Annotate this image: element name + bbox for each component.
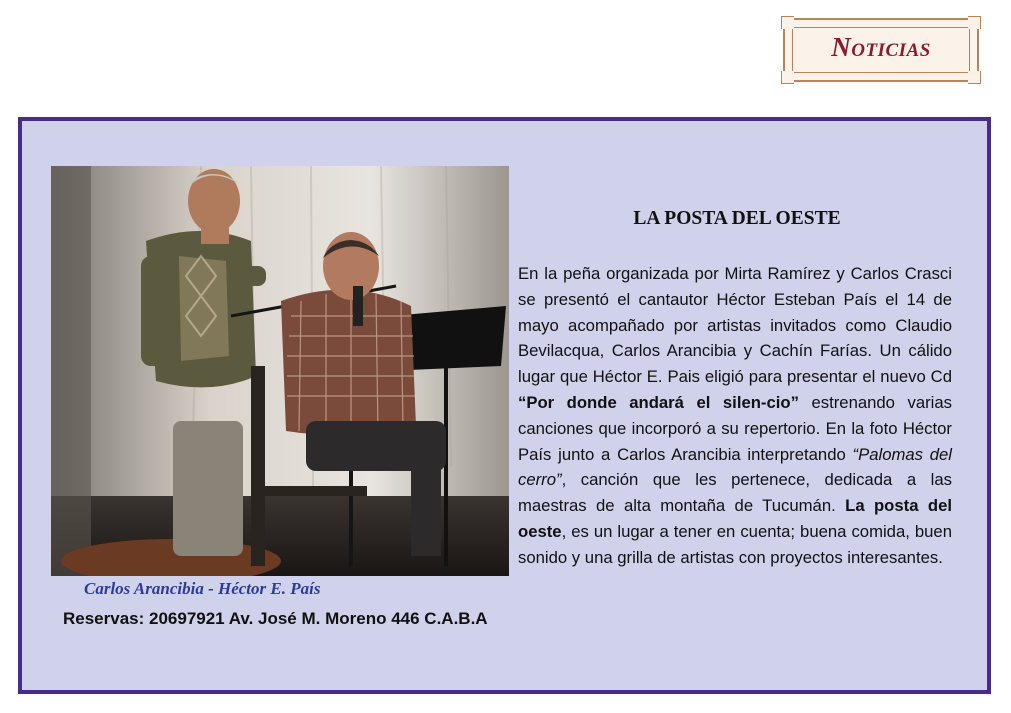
section-badge: [783, 18, 979, 82]
song-title: “Palomas del cerro”: [518, 444, 953, 490]
photo-caption: Carlos Arancibia - Héctor E. País: [84, 579, 321, 598]
body-text: En la peña organizada por Mirta Ramírez y Carlos Crasci se presentó el cantautor Héctor Esteban País el 14 de mayo acompañado por artistas invitados como Claudio Bevilacqua, Carlos Arancibia y Cachín Farías. Un cálido lugar que Héctor E. Pais eligió para presentar el nuevo Cd: [518, 264, 952, 387]
reservations-info: Reservas: 20697921 Av. José M. Moreno 446 C.A.B.A: [63, 609, 488, 628]
body-text: , canción que les pertenece, dedicada a las maestras de alta montaña de Tucumán.: [518, 470, 952, 516]
article-photo: [51, 166, 509, 576]
badge-corner-ornament: [781, 71, 794, 84]
badge-corner-ornament: [968, 16, 981, 29]
section-label: Noticias: [831, 32, 931, 62]
body-text: , es un lugar a tener en cuenta; buena comida, buen sonido y una grilla de artistas con proyectos interesantes.: [518, 521, 952, 567]
article-body: [518, 261, 952, 571]
body-text: estrenando varias canciones que incorporó a su repertorio. En la foto Héctor País junto a Carlos Arancibia interpretando: [518, 392, 952, 464]
cd-title: “Por donde andará el silen-cio”: [518, 392, 799, 412]
badge-corner-ornament: [968, 71, 981, 84]
venue-name: La posta del oeste: [518, 496, 952, 541]
article-panel: [18, 117, 991, 694]
badge-corner-ornament: [781, 16, 794, 29]
article-title: LA POSTA DEL OESTE: [633, 208, 841, 229]
